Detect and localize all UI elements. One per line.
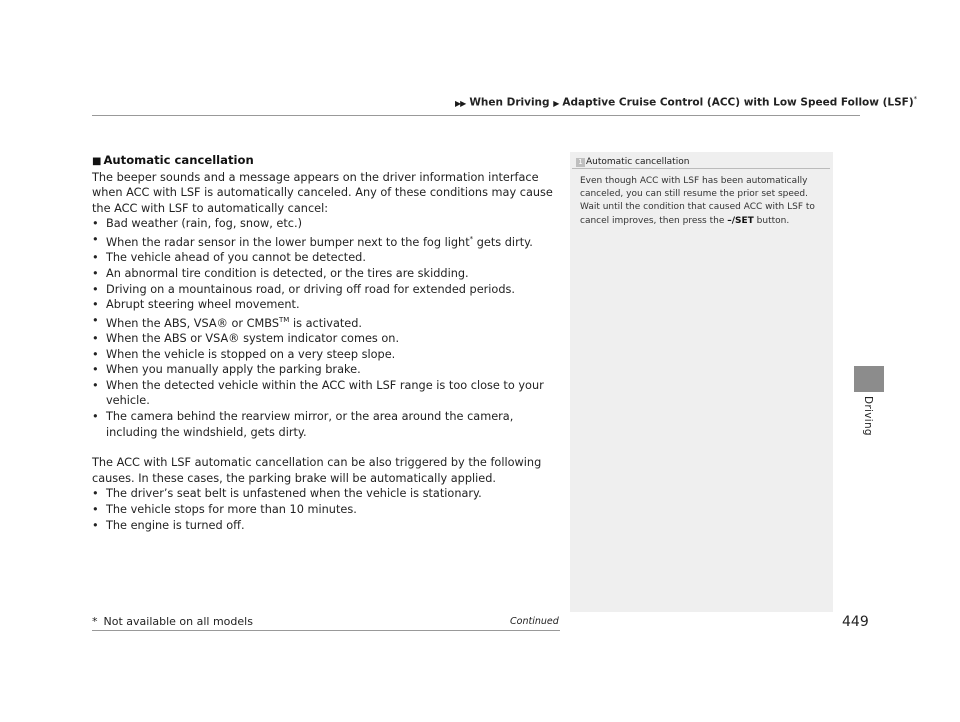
breadcrumb-marker: * bbox=[913, 95, 918, 103]
set-button-label: –/SET bbox=[727, 215, 754, 226]
side-tab bbox=[854, 366, 884, 392]
list-item: • The camera behind the rearview mirror, or the area around the camera, including the windshield, gets dirty. bbox=[92, 410, 514, 439]
list-item: • The driver’s seat belt is unfastened when the vehicle is stationary. bbox=[92, 487, 482, 501]
breadcrumb-level2[interactable]: Adaptive Cruise Control (ACC) with Low Speed Follow (LSF) bbox=[562, 96, 914, 109]
list-item: • When the ABS, VSA® or CMBS™ is activated. bbox=[92, 313, 363, 330]
list-item: • An abnormal tire condition is detected, or the tires are skidding. bbox=[92, 266, 469, 280]
breadcrumb-arrow-icon: ▶▶ bbox=[455, 98, 466, 108]
list-item: • When the vehicle is stopped on a very steep slope. bbox=[92, 347, 396, 361]
footer-rule bbox=[92, 630, 560, 631]
list-item: • Driving on a mountainous road, or driving off road for extended periods. bbox=[92, 282, 515, 296]
side-label: Driving bbox=[862, 396, 874, 436]
condition-list bbox=[92, 216, 554, 440]
breadcrumb bbox=[455, 95, 917, 109]
section-title: Automatic cancellation bbox=[103, 153, 254, 167]
section-heading bbox=[92, 153, 554, 170]
list-item: • When the radar sensor in the lower bumper next to the fog light* gets dirty. bbox=[92, 232, 533, 249]
second-paragraph: The ACC with LSF automatic cancellation can be also triggered by the following causes. In these cases, the parking brake will be automatically applied. bbox=[92, 456, 542, 485]
trademark-mark: TM bbox=[279, 315, 290, 324]
continued-label[interactable]: Continued bbox=[510, 616, 559, 627]
list-item: • The vehicle stops for more than 10 minutes. bbox=[92, 503, 357, 516]
list-item: • When you manually apply the parking brake. bbox=[92, 363, 361, 377]
main-content bbox=[92, 153, 554, 533]
page-number: 449 bbox=[842, 614, 869, 630]
square-bullet-icon: ■ bbox=[92, 156, 102, 167]
header-rule bbox=[92, 115, 860, 116]
footnote: * Not available on all models bbox=[92, 615, 253, 628]
note-body: Even though ACC with LSF has been automatically canceled, you can still resume the prior set speed. Wait until the condition that caused ACC with LSF to cancel improves, then press the –/SET button. bbox=[580, 176, 815, 226]
list-item: • Abrupt steering wheel movement. bbox=[92, 298, 300, 312]
note-ref-icon: 1 bbox=[576, 158, 585, 167]
note-title: 1 Automatic cancellation bbox=[576, 157, 689, 167]
breadcrumb-level1[interactable]: When Driving bbox=[469, 96, 550, 109]
parking-brake-list bbox=[92, 486, 554, 533]
note-divider bbox=[572, 168, 830, 169]
list-item: • When the detected vehicle within the ACC with LSF range is too close to your vehicle. bbox=[92, 378, 544, 408]
intro-paragraph: The beeper sounds and a message appears on the driver information interface when ACC with LSF is automatically canceled. Any of these conditions may cause the ACC with LSF to automatically cancel: bbox=[92, 170, 553, 215]
list-item: • The engine is turned off. bbox=[92, 518, 245, 532]
list-item: • When the ABS or VSA® system indicator comes on. bbox=[92, 332, 400, 346]
list-item: • Bad weather (rain, fog, snow, etc.) bbox=[92, 217, 302, 231]
breadcrumb-arrow-icon: ▶ bbox=[553, 98, 559, 108]
footnote-marker: * bbox=[469, 234, 474, 243]
list-item: • The vehicle ahead of you cannot be detected. bbox=[92, 251, 366, 265]
